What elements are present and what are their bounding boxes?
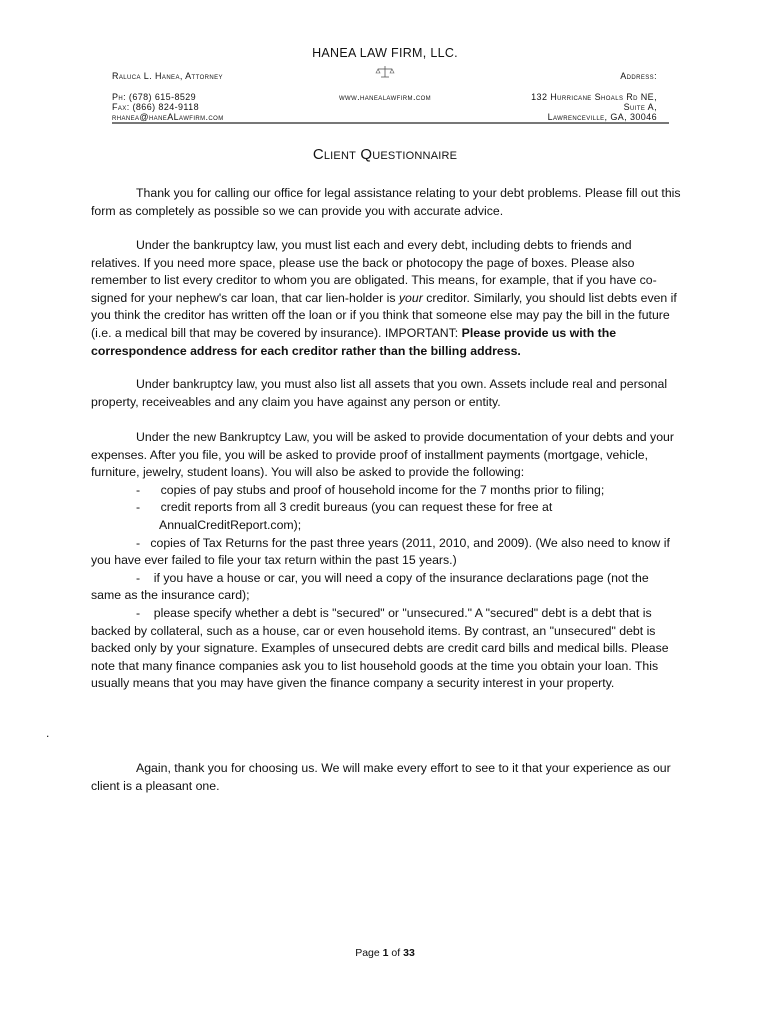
list-item-credit-reports-cont: AnnualCreditReport.com); — [159, 517, 302, 532]
list-item-secured: - please specify whether a debt is "secured" or "unsecured." A "secured" debt is a debt that is backed by collateral, such as a house, car or even household items. By contrast, an "unsecured" debt is backed only by your signature. Examples of unsecured debts are credit card bills and medical bills. Please note that many finance companies ask you to list household goods at the time you obtain your loan. This usually means that you may have given the finance company a security interest in your property. — [91, 605, 669, 691]
list-item-credit-reports: - credit reports from all 3 credit bureaus (you can request these for free at — [136, 500, 553, 515]
header-rule — [112, 122, 669, 124]
page-footer: Page 1 of 33 — [355, 947, 415, 959]
list-item-insurance: - if you have a house or car, you will need a copy of the insurance declarations page (not the same as the insurance card); — [91, 570, 649, 603]
firm-name: HANEA LAW FIRM, LLC. — [312, 46, 458, 60]
attorney-name: Raluca L. Hanea, Attorney — [112, 71, 223, 81]
paragraph-debts — [91, 237, 681, 360]
address-line-1: 132 Hurricane Shoals Rd NE, — [531, 92, 657, 102]
paragraph-documentation: Under the new Bankruptcy Law, you will be asked to provide documentation of your debts and your expenses. After you file, you will be asked to provide proof of installment payments (mortgage, vehicle, furniture, jewelry, student loans). You will also be asked to provide the following: - copies of pay stubs and proof of household income for the 7 months prior to filing; - credit reports from all 3 credit bureaus (you can request these for free at AnnualCreditReport.com); - copies of Tax Returns for the past three years (2011, 2010, and 2009). (We also need to know if you have ever failed to file your tax return within the past 15 years.) - if you have a house or car, you will need a copy of the insurance declarations page (not the same as the insurance card); - please specify whether a debt is "secured" or "unsecured." A "secured" debt is a debt that is backed by collateral, such as a house, car or even household items. By contrast, an "unsecured" debt is backed only by your signature. Examples of unsecured debts are credit card bills and medical bills. Please note that many finance companies ask you to list household goods at the time you obtain your loan. This usually means that you may have given the finance company a security interest in your property. — [91, 429, 681, 693]
fax: Fax: (866) 824-9118 — [112, 102, 199, 112]
stray-dot: . — [46, 726, 50, 740]
website-link[interactable]: www.hanealawfirm.com — [338, 92, 432, 102]
debts-text-emphasis: your — [398, 290, 423, 305]
list-item-pay-stubs: - copies of pay stubs and proof of household income for the 7 months prior to filing; — [136, 482, 605, 497]
phone: Ph: (678) 615-8529 — [112, 92, 197, 102]
scales-of-justice-icon — [375, 66, 395, 78]
paragraph-closing: Again, thank you for choosing us. We will make every effort to see to it that your experience as our client is a pleasant one. — [91, 761, 671, 793]
debts-text-b: creditor. Similarly, you should list debts even if you think the creditor has written off the loan or if you think that someone else may pay the bill in the future (i.e. a medical bill that may be covered by insurance). IMPORTANT: — [91, 290, 677, 340]
debts-text-important: Please provide us with the correspondence address for each creditor rather than the billing address. — [91, 325, 617, 358]
email-link[interactable]: rhanea@haneALawfirm.com — [112, 112, 224, 122]
debts-text-a: Under the bankruptcy law, you must list each and every debt, including debts to friends and relatives. If you need more space, please use the back or photocopy the page of boxes. Please also remember to list every creditor to whom you are obligated. This means, for example, that if you have co-signed for your nephew's car loan, that car lien-holder is — [91, 238, 657, 305]
page-title: Client Questionnaire — [312, 146, 458, 163]
paragraph-assets: Under bankruptcy law, you must also list all assets that you own. Assets include real and personal property, receiveables and any claim you have against any person or entity. — [91, 377, 668, 409]
paragraph-intro: Thank you for calling our office for legal assistance relating to your debt problems. Please fill out this form as completely as possible so we can provide you with accurate advice. — [91, 186, 681, 218]
address-line-3: Lawrenceville, GA, 30046 — [547, 112, 657, 122]
address-line-2: Suite A, — [623, 102, 657, 112]
list-item-tax-returns: - copies of Tax Returns for the past three years (2011, 2010, and 2009). (We also need to know if you have ever failed to file your tax return within the past 15 years.) — [91, 535, 670, 568]
address-label: Address: — [620, 71, 657, 81]
